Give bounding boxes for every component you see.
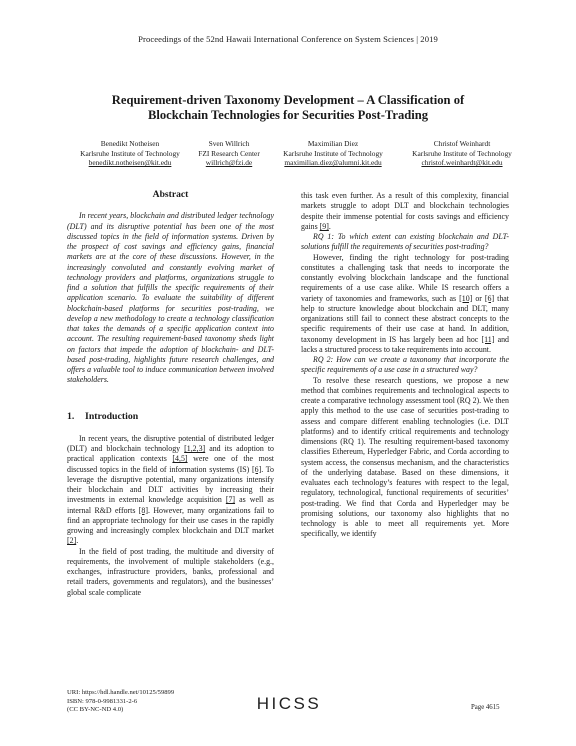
footer-uri: URI: https://hdl.handle.net/10125/59899: [67, 689, 175, 696]
author-email[interactable]: christof.weinhardt@kit.edu: [421, 158, 503, 168]
citation-link[interactable]: [1,2,3]: [184, 444, 206, 453]
abstract-text: In recent years, blockchain and distributed ledger technology (DLT) and its disruptive potential has been one of the most discussed topics in the field of information systems. Driven by the prospect of cost savings and efficiency gains, financial markets are at the core of these discussions. However, in the increasingly convoluted and constantly evolving market of technology providers and platforms, organizations struggle to find a solution that fulfills the specific requirements of their application scenario. To evaluate the suitability of different blockchain-based platforms for securities post-trading, we develop a new methodology to create a technology classification that takes the demands of a specific application context into account. The resulting requirement-based taxonomy sheds light on factors that impede the adoption of blockchain- and DLT-based post-trading, highlights future research challenges, and offers a valuable tool to induce communication between involved stakeholders.: [67, 211, 274, 385]
citation-link[interactable]: [6]: [484, 293, 495, 303]
author-block: [0, 139, 576, 175]
text-run: . To leverage the disruptive potential, many organizations intensify their blockchain and DLT activities by increasing their investments in external knowledge acquisition: [67, 464, 274, 505]
title-line-1: Requirement-driven Taxonomy Development – A Classification of: [111, 93, 465, 107]
author-name: Benedikt Notheisen: [100, 139, 160, 148]
hicss-logo: [244, 693, 334, 713]
citation-link[interactable]: [11]: [481, 334, 495, 344]
intro-paragraph-2: In the field of post trading, the multitude and diversity of requirements, the involvement of multiple stakeholders (e.g., exchanges, infrastructure providers, banks, professional and retail traders, governments and regulators), and the businesses’ global scale complicate: [67, 546, 274, 597]
section-title: Introduction: [85, 410, 139, 422]
text-run: and lacks a structured process to take requirements into account.: [301, 334, 509, 354]
author-email[interactable]: maximilian.diez@alumni.kit.edu: [284, 158, 382, 168]
citation-link[interactable]: [7]: [225, 495, 236, 505]
text-run: or: [472, 293, 485, 303]
author-name: Sven Willrich: [208, 139, 250, 148]
left-column: [67, 190, 274, 598]
continued-paragraph: [301, 191, 509, 232]
section-number: 1.: [67, 410, 75, 422]
text-run: that help to structure knowledge about blockchain and DLT, many organizations still fail to connect these abstract concepts to the specific requirements of their use case at hand. In addition, taxonomy development in IS has largely been ad hoc: [301, 293, 509, 344]
page-number: Page 4615: [471, 704, 500, 711]
text-run: were one of the most discussed topics in the field of information systems (IS): [67, 454, 274, 474]
hicss-logo-graphic: [244, 693, 334, 713]
abstract-heading: Abstract: [152, 189, 189, 200]
text-run: as well as internal R&D efforts: [67, 495, 274, 515]
citation-link[interactable]: [10]: [459, 293, 473, 303]
paragraph-method: To resolve these research questions, we propose a new method that combines requirements and technological aspects to create a comparative technology assessment tool (RQ 2). We then apply this method to the use case of securities post-trading to assess and compare different enabling technologies (i.e. DLT platforms) and to identify critical requirements and technology dimensions (RQ 1). The resulting requirement-based taxonomy classifies Ethereum, Hyperledger Fabric, and Corda according to system access, the consensus mechanism, and the characteristics of the underlying database. Based on these dimensions, it evaluates each technology’s features with respect to the legal, regulatory, technological, functional requirements of securities’ post-trading. We find that Corda and Hyperledger may be promising solutions, our taxonomy also highlights that no technology is able to meet all requirements yet. More specifically, we identify: [301, 375, 509, 539]
text-run: In recent years, the disruptive potential of distributed ledger (DLT) and blockchain technology: [67, 433, 274, 453]
author-affiliation: Karlsruhe Institute of Technology: [80, 148, 180, 158]
text-run: However, finding the right technology for post-trading constitutes a challenging task that needs to incorporate the constantly evolving blockchain landscape and the functional requirements of a use case alike. While IS research offers a variety of taxonomies and frameworks, such as: [301, 252, 509, 303]
text-run: this task even further. As a result of this complexity, financial markets struggle to adopt DLT and blockchain technologies despite their immense potential for costs savings and efficiency gains: [301, 191, 509, 231]
footer-isbn: ISBN: 978-0-9981331-2-6: [67, 697, 138, 705]
author-4: [412, 139, 512, 168]
text-run: .: [76, 536, 79, 546]
section-heading-introduction: [67, 412, 274, 422]
running-head: Proceedings of the 52nd Hawaii International Conference on System Sciences | 2019: [138, 34, 438, 44]
footer-metadata: [67, 689, 174, 715]
research-question-2: RQ 2: How can we create a taxonomy that incorporate the specific requirements of a use case in a structured way?: [301, 355, 509, 375]
author-name: Maximilian Diez: [307, 139, 359, 148]
author-affiliation: Karlsruhe Institute of Technology: [283, 148, 383, 158]
footer-license: (CC BY-NC-ND 4.0): [67, 706, 124, 714]
text-run: . However, many organizations fail to find an appropriate technology for their use cases in the rapidly growing and increasingly complex blockchain and DLT market: [67, 505, 274, 535]
citation-link[interactable]: [2]: [67, 536, 77, 546]
paragraph-finding-technology: [301, 253, 509, 356]
research-question-1: RQ 1: To which extent can existing blockchain and DLT-solutions fulfill the requirements of securities post-trading?: [301, 232, 509, 252]
author-email[interactable]: willrich@fzi.de: [205, 158, 253, 168]
hicss-logo-text: HICSS: [256, 694, 322, 713]
author-3: [283, 139, 383, 168]
author-1: [80, 139, 180, 168]
right-column: [301, 191, 509, 540]
citation-link[interactable]: [8]: [138, 505, 148, 515]
text-run: .: [328, 221, 331, 231]
author-name: Christof Weinhardt: [433, 139, 491, 148]
paper-title: [40, 93, 536, 123]
author-2: [198, 139, 260, 168]
citation-link[interactable]: [6]: [252, 464, 262, 474]
intro-paragraph-1: [67, 434, 274, 547]
citation-link[interactable]: [9]: [319, 221, 329, 231]
citation-link[interactable]: [4,5]: [172, 454, 188, 464]
text-run: and its adoption to practical application contexts: [67, 444, 274, 464]
author-affiliation: FZI Research Center: [198, 148, 260, 158]
author-affiliation: Karlsruhe Institute of Technology: [412, 148, 512, 158]
title-line-2: Blockchain Technologies for Securities Post-Trading: [147, 108, 429, 122]
author-email[interactable]: benedikt.notheisen@kit.edu: [88, 158, 172, 168]
